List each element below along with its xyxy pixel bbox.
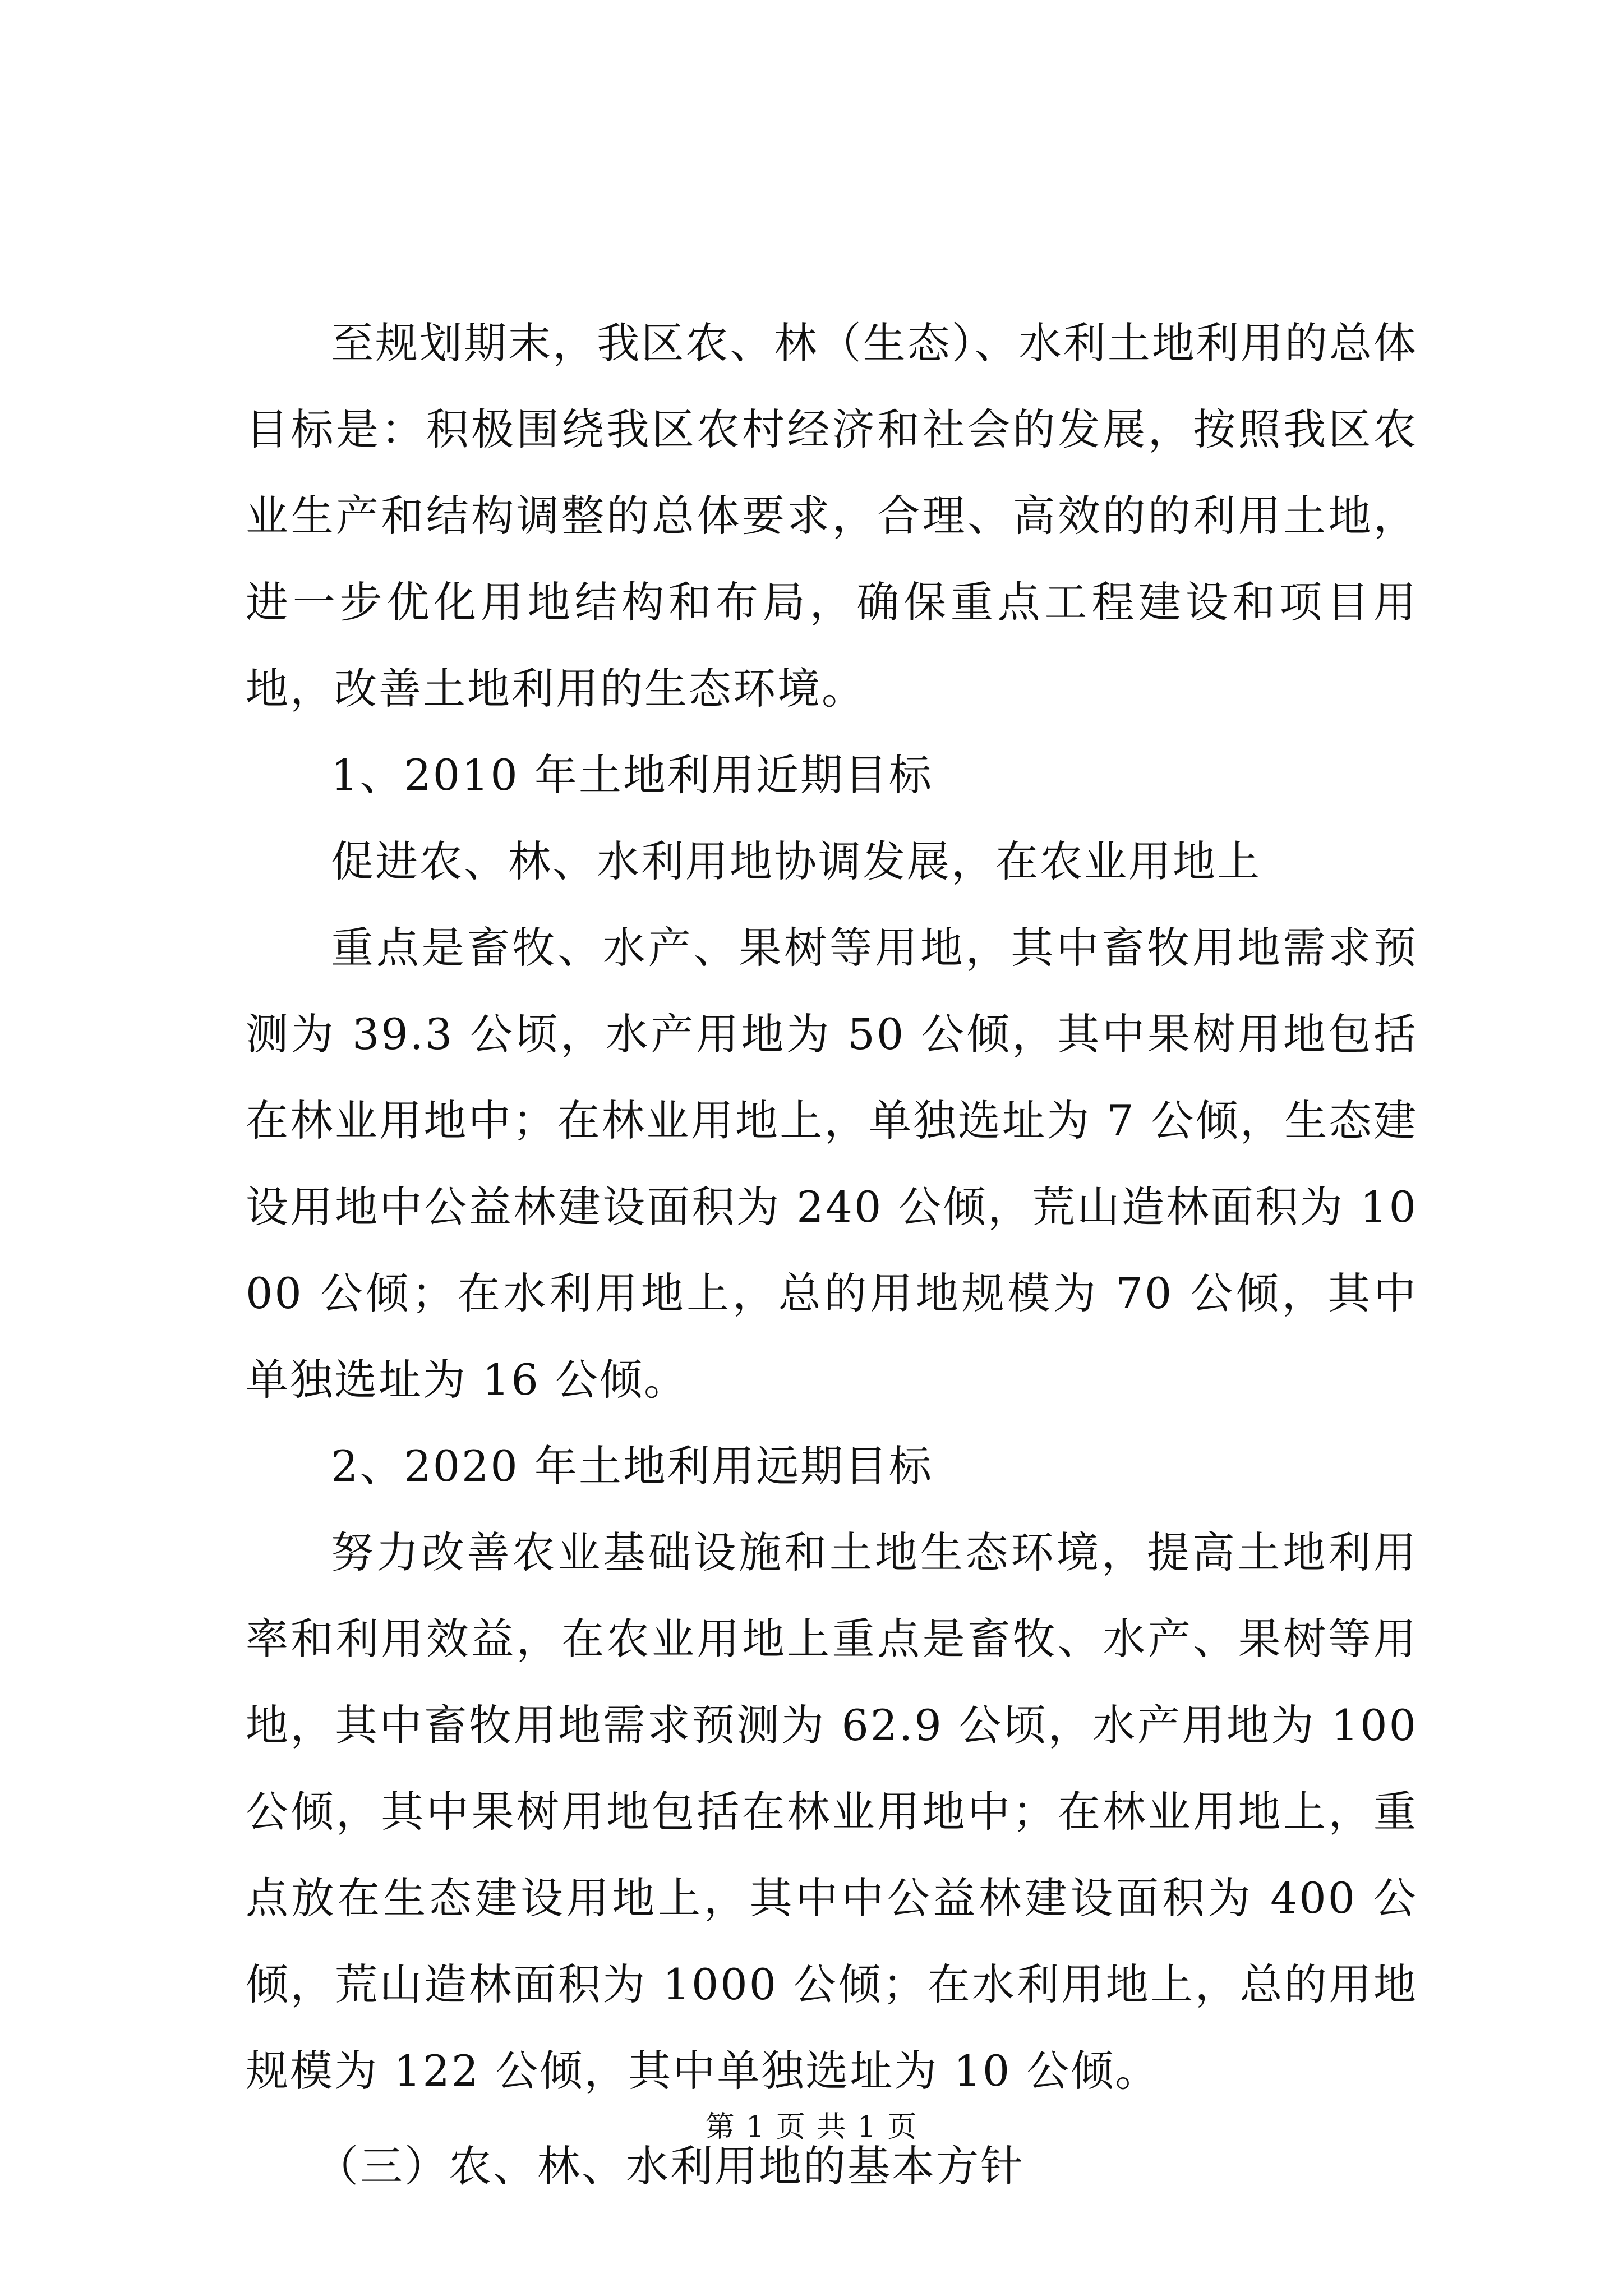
heading-2020-target: 2、2020 年土地利用远期目标 (331, 1441, 933, 1491)
page-footer: 第 1 页 共 1 页 (705, 2110, 918, 2144)
document-body (246, 300, 1418, 2210)
paragraph-2010-intro: 促进农、林、水利用地协调发展，在农业用地上 (331, 836, 1261, 886)
paragraph-overall-goal: 至规划期末，我区农、林（生态）、水利土地利用的总体目标是：积极围绕我区农村经济和社会的发展，按照我区农业生产和结构调整的总体要求，合理、高效的的利用土地，进一步优化用地结构和布局，确保重点工程建设和项目用地，改善土地利用的生态环境。 (246, 318, 1418, 714)
heading-2010-target: 1、2010 年土地利用近期目标 (331, 750, 933, 800)
paragraph-2020-details: 努力改善农业基础设施和土地生态环境，提高土地利用率和利用效益，在农业用地上重点是畜牧、水产、果树等用地，其中畜牧用地需求预测为 62.9 公顷，水产用地为 100 公倾，其中果树用地包括在林业用地中；在林业用地上，重点放在生态建设用地上，其中中公益林建设面积为 400 公倾，荒山造林面积为 1000 公倾；在水利用地上，总的用地规模为 122 公倾，其中单独选址为 10 公倾。 (246, 1527, 1418, 2096)
paragraph-2010-details: 重点是畜牧、水产、果树等用地，其中畜牧用地需求预测为 39.3 公顷，水产用地为 50 公倾，其中果树用地包括在林业用地中；在林业用地上，单独选址为 7 公倾，生态建设用地中公益林建设面积为 240 公倾，荒山造林面积为 1000 公倾；在水利用地上，总的用地规模为 70 公倾，其中单独选址为 16 公倾。 (246, 923, 1418, 1405)
heading-basic-policy: （三）农、林、水利用地的基本方针 (316, 2141, 1025, 2191)
